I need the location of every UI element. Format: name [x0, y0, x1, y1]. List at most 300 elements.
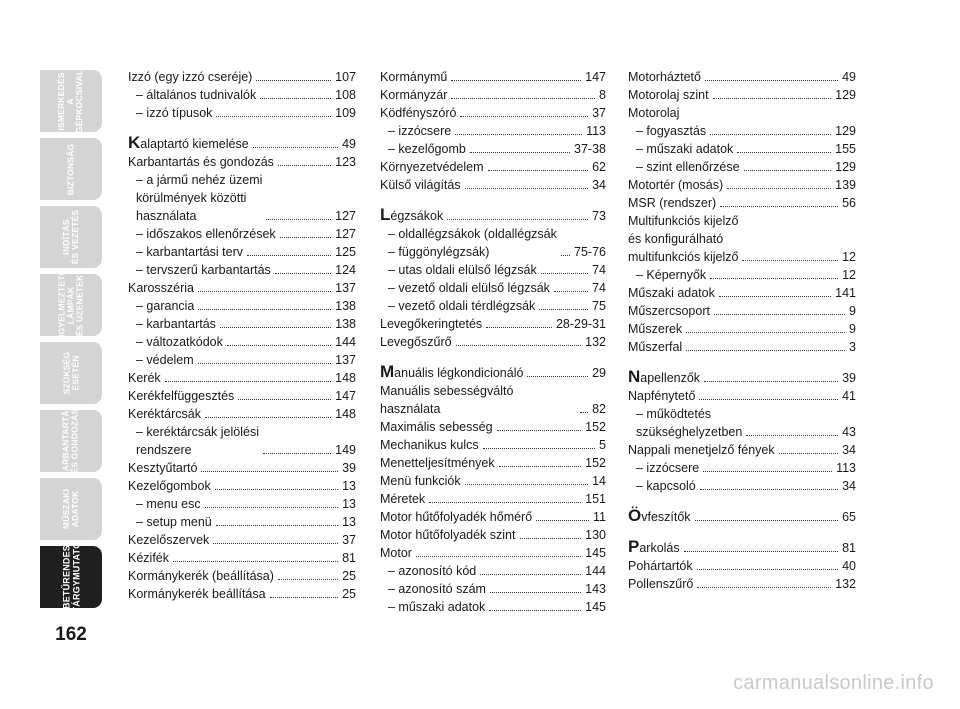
index-entry-page: 25 [342, 569, 356, 583]
dot-leader [173, 561, 338, 562]
dot-leader [260, 98, 331, 99]
index-entry [128, 243, 356, 261]
index-entry-page: 39 [342, 461, 356, 475]
index-entry [380, 158, 606, 176]
index-entry-label [380, 363, 523, 382]
index-entry-label [388, 225, 557, 261]
index-entry-label [128, 459, 197, 477]
index-entry [128, 351, 356, 369]
section-gap [380, 351, 606, 363]
index-entry-page: 65 [842, 510, 856, 524]
dot-leader [165, 381, 331, 382]
index-entry [628, 302, 856, 320]
index-entry [380, 206, 606, 225]
index-entry-page: 139 [835, 178, 856, 192]
index-entry-page: 149 [335, 443, 356, 457]
index-entry-label [628, 575, 693, 593]
index-entry-label [628, 284, 715, 302]
dot-leader [451, 80, 581, 81]
index-entry-page: 124 [335, 263, 356, 277]
index-entry-page: 130 [585, 528, 606, 542]
index-entry-page: 141 [835, 286, 856, 300]
index-entry-page: 125 [335, 245, 356, 259]
watermark: carmanualsonline.info [733, 672, 934, 694]
dot-leader [720, 206, 838, 207]
index-entry-text: – műszaki adatok [388, 600, 486, 614]
index-entry-label [380, 158, 484, 176]
dot-leader [416, 556, 581, 557]
index-entry-label [380, 436, 479, 454]
index-entry-text: Karbantartás és gondozás [128, 155, 274, 169]
index-entry-text: Motorolaj [628, 106, 680, 120]
index-entry-page: 138 [335, 299, 356, 313]
index-entry-page: 13 [342, 497, 356, 511]
index-entry [628, 338, 856, 356]
index-entry-text: apellenzők [640, 371, 701, 385]
index-entry-text: Műszerek [628, 322, 683, 336]
index-entry [628, 477, 856, 495]
index-entry-text: – vezető oldali elülső légzsák [388, 281, 550, 295]
dot-leader [554, 291, 588, 292]
section-tab-label: INDÍTÁS ÉS VEZETÉS [61, 209, 80, 265]
index-entry-text: alaptartó kiemelése [140, 137, 249, 151]
index-entry-label [136, 315, 216, 333]
index-entry [628, 405, 856, 441]
index-entry [128, 531, 356, 549]
index-entry-text: – karbantartási terv [136, 245, 243, 259]
index-entry-text: – műszaki adatok [636, 142, 734, 156]
index-entry-label [136, 171, 262, 225]
index-entry-text: Kormánykerék (beállítása) [128, 569, 274, 583]
index-entry-label [628, 557, 693, 575]
dot-leader [686, 350, 845, 351]
index-entry [380, 261, 606, 279]
index-entry [128, 387, 356, 405]
index-entry [380, 598, 606, 616]
index-entry [380, 526, 606, 544]
index-entry-text: Pohártartók [628, 559, 693, 573]
index-entry [128, 225, 356, 243]
section-gap [628, 495, 856, 507]
dot-leader [695, 520, 839, 521]
section-gap [628, 356, 856, 368]
index-entry-page: 74 [592, 281, 606, 295]
index-entry-label [388, 140, 466, 158]
index-entry-text: – időszakos ellenőrzések [136, 227, 276, 241]
dot-leader [263, 453, 331, 454]
index-entry-page: 81 [342, 551, 356, 565]
index-entry-label [380, 176, 461, 194]
index-entry-page: 144 [585, 564, 606, 578]
index-entry-text: Kezelőgombok [128, 479, 211, 493]
index-entry-page: 74 [592, 263, 606, 277]
index-entry [128, 585, 356, 603]
dot-leader [705, 80, 838, 81]
index-entry-label [136, 423, 259, 459]
index-entry-page: 34 [592, 178, 606, 192]
index-entry-page: 144 [335, 335, 356, 349]
index-entry [380, 140, 606, 158]
section-tab[interactable] [40, 342, 102, 404]
index-entry-label [380, 315, 482, 333]
index-column-1 [128, 68, 356, 603]
dot-leader [536, 520, 589, 521]
index-entry-text: – kapcsoló [636, 479, 696, 493]
index-entry-text: – keréktárcsák jelölési rendszere [136, 425, 259, 457]
dot-leader [737, 152, 831, 153]
index-entry-page: 148 [335, 371, 356, 385]
index-entry [128, 297, 356, 315]
index-entry-text: Kezelőszervek [128, 533, 210, 547]
dot-leader [497, 430, 582, 431]
dot-leader [216, 525, 338, 526]
dot-leader [270, 597, 339, 598]
letter-initial: K [128, 133, 141, 152]
section-gap [628, 526, 856, 538]
dot-leader [746, 435, 838, 436]
index-entry-page: 56 [842, 196, 856, 210]
index-entry [128, 153, 356, 171]
index-entry-page: 40 [842, 559, 856, 573]
index-entry-text: Kerékfelfüggesztés [128, 389, 235, 403]
index-entry-text: Maximális sebesség [380, 420, 493, 434]
index-entry-text: Kormánymű [380, 70, 448, 84]
index-entry-text: – változatkódok [136, 335, 223, 349]
index-entry [128, 333, 356, 351]
dot-leader [266, 219, 331, 220]
letter-initial: Ö [628, 506, 642, 525]
index-entry-text: – vezető oldali térdlégzsák [388, 299, 536, 313]
index-entry [628, 387, 856, 405]
index-entry-text: arkolás [639, 541, 680, 555]
index-entry-label [636, 122, 706, 140]
index-entry-label [380, 472, 461, 490]
index-entry [128, 459, 356, 477]
index-entry [128, 279, 356, 297]
index-entry-label [380, 68, 447, 86]
index-entry-page: 37-38 [574, 142, 606, 156]
dot-leader [719, 296, 831, 297]
index-entry [380, 454, 606, 472]
section-gap [128, 122, 356, 134]
index-entry-label [628, 212, 738, 266]
index-entry-page: 107 [335, 70, 356, 84]
dot-leader [205, 507, 338, 508]
dot-leader [700, 489, 838, 490]
index-entry [380, 472, 606, 490]
dot-leader [483, 448, 595, 449]
index-entry-text: Kormánykerék beállítása [128, 587, 266, 601]
index-entry-label [628, 387, 695, 405]
section-tab[interactable] [40, 404, 102, 478]
index-entry-label [380, 206, 443, 225]
index-entry-text: Manuális sebességváltó használata [380, 384, 514, 416]
index-entry-page: 113 [836, 461, 856, 475]
dot-leader [215, 489, 338, 490]
index-entry-text: Nappali menetjelző fények [628, 443, 775, 457]
index-entry [380, 86, 606, 104]
dot-leader [686, 332, 845, 333]
index-entry-text: Kormányzár [380, 88, 448, 102]
index-entry-text: anuális légkondicionáló [394, 366, 524, 380]
index-entry-label [128, 134, 249, 153]
index-entry-page: 127 [335, 227, 356, 241]
index-entry [380, 68, 606, 86]
index-entry-label [380, 382, 576, 418]
index-entry-label [380, 104, 456, 122]
dot-leader [470, 152, 570, 153]
index-entry-text: Levegőkeringtetés [380, 317, 483, 331]
index-entry-label [628, 104, 679, 122]
index-entry-label [136, 297, 194, 315]
index-entry-label [628, 507, 691, 526]
index-entry-label [388, 279, 550, 297]
index-entry-page: 127 [335, 209, 356, 223]
index-entry-label [380, 526, 516, 544]
dot-leader [247, 255, 331, 256]
index-entry-label [128, 405, 201, 423]
section-tab[interactable] [40, 541, 102, 613]
section-tab-label: MŰSZAKI ADATOK [61, 488, 80, 530]
index-entry-page: 12 [842, 268, 856, 282]
index-entry [628, 140, 856, 158]
index-entry-page: 13 [342, 479, 356, 493]
dot-leader [216, 116, 331, 117]
index-entry [628, 104, 856, 122]
index-entry-page: 152 [585, 420, 606, 434]
dot-leader [227, 345, 331, 346]
index-entry-text: Motor hűtőfolyadék szint [380, 528, 516, 542]
index-entry-label [388, 562, 476, 580]
index-entry-label [128, 153, 274, 171]
dot-leader [727, 188, 831, 189]
index-entry [380, 315, 606, 333]
index-entry-page: 37 [592, 106, 606, 120]
index-entry [128, 134, 356, 153]
index-entry-label [136, 495, 201, 513]
index-entry [128, 477, 356, 495]
index-entry-label [388, 598, 485, 616]
dot-leader [205, 417, 331, 418]
index-entry-label [136, 225, 276, 243]
index-entry-page: 37 [342, 533, 356, 547]
dot-leader [541, 273, 588, 274]
index-entry-page: 25 [342, 587, 356, 601]
index-entry-page: 49 [842, 70, 856, 84]
index-entry [628, 158, 856, 176]
index-entry [128, 315, 356, 333]
dot-leader [697, 587, 831, 588]
index-entry-label [636, 158, 740, 176]
index-entry [628, 194, 856, 212]
dot-leader [710, 134, 831, 135]
dot-leader [198, 363, 331, 364]
index-entry-label [128, 531, 209, 549]
index-entry-text: – oldallégzsákok (oldallégzsák – függönylégzsák) [388, 227, 557, 259]
index-entry-page: 81 [842, 541, 856, 555]
letter-initial: M [380, 362, 395, 381]
section-tab[interactable] [40, 268, 102, 342]
index-entry [628, 284, 856, 302]
index-entry [128, 68, 356, 86]
index-entry-label [128, 68, 252, 86]
index-entry-page: 137 [335, 353, 356, 367]
index-entry-page: 41 [842, 389, 856, 403]
dot-leader [488, 170, 589, 171]
index-entry-page: 75-76 [574, 245, 606, 259]
index-entry-text: Napfénytető [628, 389, 696, 403]
index-entry-text: Levegőszűrő [380, 335, 452, 349]
index-entry-page: 9 [849, 322, 856, 336]
section-tab[interactable] [40, 478, 102, 540]
dot-leader [744, 170, 832, 171]
dot-leader [713, 98, 832, 99]
index-entry-label [636, 459, 699, 477]
index-entry-text: vfeszítők [641, 510, 691, 524]
index-column-2 [380, 68, 606, 616]
letter-initial: N [628, 367, 641, 386]
index-entry-label [636, 477, 696, 495]
index-entry-label [636, 140, 733, 158]
index-entry-page: 145 [585, 546, 606, 560]
index-entry [628, 538, 856, 557]
index-entry-label [628, 538, 680, 557]
index-column-3 [628, 68, 856, 593]
index-entry [128, 513, 356, 531]
dot-leader [527, 376, 588, 377]
index-entry-text: Mechanikus kulcs [380, 438, 479, 452]
index-entry-page: 3 [849, 340, 856, 354]
index-entry-page: 62 [592, 160, 606, 174]
index-entry [128, 405, 356, 423]
index-entry-text: – működtetés szükséghelyzetben [636, 407, 743, 439]
section-tab-label: BIZTONSÁG [65, 143, 76, 195]
index-entry-page: 108 [335, 88, 356, 102]
index-entry-label [388, 122, 451, 140]
index-entry-page: 129 [835, 88, 856, 102]
index-entry-label [380, 418, 493, 436]
index-entry-label [128, 387, 234, 405]
index-entry-text: – izzócsere [636, 461, 700, 475]
index-entry [380, 580, 606, 598]
index-entry-page: 8 [599, 88, 606, 102]
index-entry [380, 490, 606, 508]
index-entry-text: – a jármű nehéz üzemi körülmények közötti használata [136, 173, 263, 223]
index-entry-label [380, 333, 452, 351]
index-entry [628, 459, 856, 477]
dot-leader [213, 543, 338, 544]
index-entry-page: 39 [842, 371, 856, 385]
index-entry-text: Műszerfal [628, 340, 683, 354]
index-entry-page: 109 [335, 106, 356, 120]
index-entry-label [628, 86, 709, 104]
index-entry-label [136, 86, 256, 104]
index-entry-label [128, 549, 169, 567]
section-tab[interactable] [40, 206, 102, 268]
dot-leader [561, 255, 570, 256]
index-entry [380, 508, 606, 526]
index-entry-page: 138 [335, 317, 356, 331]
index-entry-page: 148 [335, 407, 356, 421]
index-entry-page: 49 [342, 137, 356, 151]
dot-leader [238, 399, 331, 400]
index-entry [128, 567, 356, 585]
index-entry-text: – azonosító kód [388, 564, 477, 578]
dot-leader [697, 569, 838, 570]
dot-leader [580, 412, 588, 413]
index-entry-page: 28-29-31 [555, 317, 606, 331]
dot-leader [456, 345, 582, 346]
index-entry-text: – szint ellenőrzése [636, 160, 740, 174]
index-entry-text: Karosszéria [128, 281, 194, 295]
index-entry-label [380, 454, 495, 472]
index-entry-page: 113 [586, 124, 606, 138]
index-entry-text: – garancia [136, 299, 195, 313]
index-entry-page: 152 [585, 456, 606, 470]
index-entry-text: Műszaki adatok [628, 286, 715, 300]
index-entry-text: – azonosító szám [388, 582, 486, 596]
index-entry [380, 333, 606, 351]
index-entry [380, 436, 606, 454]
index-entry-label [128, 585, 266, 603]
dot-leader [703, 471, 832, 472]
dot-leader [253, 147, 338, 148]
index-entry-text: Kesztyűtartó [128, 461, 198, 475]
letter-initial: L [380, 205, 391, 224]
dot-leader [429, 502, 581, 503]
index-entry-text: Izzó (egy izzó cseréje) [128, 70, 253, 84]
dot-leader [520, 538, 582, 539]
index-entry-text: Motortér (mosás) [628, 178, 724, 192]
index-entry [380, 176, 606, 194]
index-entry-page: 82 [592, 402, 606, 416]
index-entry [628, 122, 856, 140]
index-entry-text: Menü funkciók [380, 474, 461, 488]
index-entry [128, 495, 356, 513]
index-entry [380, 562, 606, 580]
index-entry-page: 29 [592, 366, 606, 380]
index-entry-page: 129 [835, 124, 856, 138]
dot-leader [480, 574, 581, 575]
index-entry-label [628, 194, 716, 212]
index-entry-text: – Képernyők [636, 268, 707, 282]
index-entry-label [136, 104, 212, 122]
index-entry-label [136, 351, 194, 369]
dot-leader [447, 219, 588, 220]
index-entry-page: 132 [585, 335, 606, 349]
page-number: 162 [55, 624, 87, 645]
section-tab[interactable] [40, 70, 102, 132]
dot-leader [278, 579, 338, 580]
index-entry [380, 297, 606, 315]
dot-leader [710, 278, 838, 279]
dot-leader [280, 237, 331, 238]
index-entry [380, 104, 606, 122]
index-entry-label [628, 368, 700, 387]
index-entry [380, 544, 606, 562]
section-tab[interactable] [40, 138, 102, 200]
index-entry-page: 34 [842, 443, 856, 457]
dot-leader [742, 260, 838, 261]
index-entry-label [628, 320, 682, 338]
index-entry-label [128, 369, 161, 387]
index-entry-text: Környezetvédelem [380, 160, 484, 174]
index-entry [128, 369, 356, 387]
index-entry [380, 122, 606, 140]
index-entry-text: Ködfényszóró [380, 106, 457, 120]
index-entry-text: Motorolaj szint [628, 88, 709, 102]
index-entry-label [380, 86, 447, 104]
